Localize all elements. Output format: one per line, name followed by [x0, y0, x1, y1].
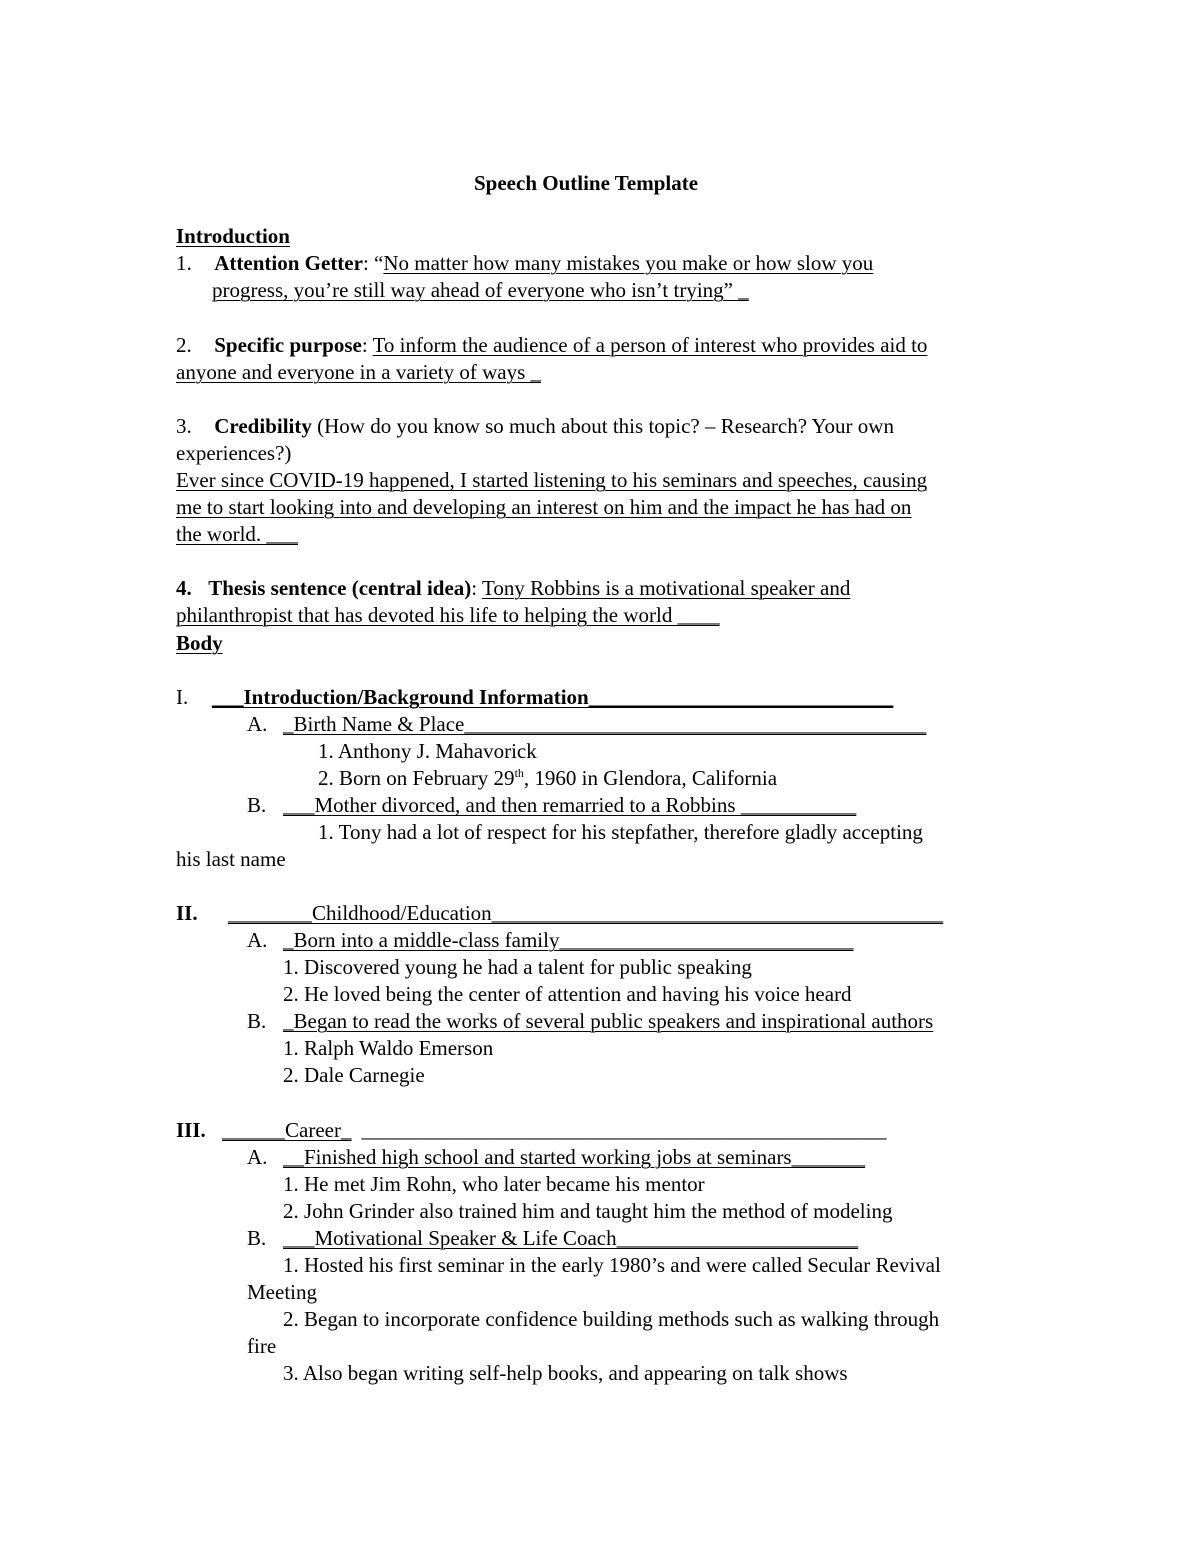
attention-label: Attention Getter: [214, 251, 363, 275]
point-letter: B.: [247, 1009, 267, 1033]
sub-point-continued: fire: [247, 1334, 277, 1358]
thesis-separator: :: [471, 576, 483, 600]
sub-point: 1. Ralph Waldo Emerson: [283, 1036, 494, 1060]
sub-point-text: 2. Born on February 29: [318, 766, 515, 790]
point-text: ___Motivational Speaker & Life Coach_______________________: [283, 1226, 859, 1250]
sub-point-text: , 1960 in Glendora, California: [523, 766, 778, 790]
point-text: _Birth Name & Place____________________________________________: [283, 712, 927, 736]
point-text: _Began to read the works of several public speakers and inspirational authors: [283, 1009, 934, 1033]
section-numeral: II.: [176, 901, 198, 925]
sub-point: 1. Discovered young he had a talent for public speaking: [283, 955, 752, 979]
credibility-prompt-2: experiences?): [176, 441, 292, 465]
sub-point-superscript: th: [514, 766, 524, 780]
sub-point-continued: his last name: [176, 847, 286, 871]
sub-point: 1. Anthony J. Mahavorick: [318, 739, 537, 763]
introduction-heading: Introduction: [176, 224, 290, 248]
body-heading: Body: [176, 631, 223, 655]
section-title-blank: __________________________________________________: [361, 1118, 887, 1142]
thesis-text-1: Tony Robbins is a motivational speaker and: [482, 576, 851, 600]
credibility-text-2: me to start looking into and developing an interest on him and the impact he has had on: [176, 495, 912, 519]
sub-point: 3. Also began writing self-help books, and appearing on talk shows: [283, 1361, 848, 1385]
section-title: ______Career_: [222, 1118, 352, 1142]
credibility-text-3: the world. ___: [176, 522, 298, 546]
purpose-number: 2.: [176, 333, 192, 357]
sub-point: 1. He met Jim Rohn, who later became his mentor: [283, 1172, 705, 1196]
credibility-label: Credibility: [214, 414, 312, 438]
sub-point: 2. Dale Carnegie: [283, 1063, 425, 1087]
point-text: ___Mother divorced, and then remarried to a Robbins ___________: [283, 793, 857, 817]
page-title: Speech Outline Template: [474, 171, 699, 195]
sub-point: 2. He loved being the center of attention and having his voice heard: [283, 982, 852, 1006]
attention-quote-2: progress, you’re still way ahead of everyone who isn’t trying” _: [212, 278, 749, 302]
sub-point-continued: Meeting: [247, 1280, 317, 1304]
point-letter: B.: [247, 1226, 267, 1250]
sub-point: 1. Tony had a lot of respect for his stepfather, therefore gladly accepting: [318, 820, 923, 844]
thesis-line-1: [176, 575, 850, 602]
credibility-text-1: Ever since COVID-19 happened, I started listening to his seminars and speeches, causing: [176, 468, 928, 492]
point-text: __Finished high school and started working jobs at seminars_______: [283, 1145, 866, 1169]
thesis-number: 4.: [176, 576, 192, 600]
point-letter: A.: [247, 1145, 268, 1169]
credibility-prompt-1: (How do you know so much about this topic? – Research? Your own: [311, 414, 894, 438]
purpose-text-2: anyone and everyone in a variety of ways _: [176, 360, 542, 384]
point-letter: A.: [247, 712, 268, 736]
point-text: _Born into a middle-class family____________________________: [283, 928, 854, 952]
section-title: ________Childhood/Education___________________________________________: [228, 901, 944, 925]
attention-quote-1: No matter how many mistakes you make or how slow you: [383, 251, 874, 275]
section-title: ___Introduction/Background Information_____________________________: [212, 685, 894, 709]
point-letter: A.: [247, 928, 268, 952]
sub-point: 1. Hosted his first seminar in the early 1980’s and were called Secular Revival: [283, 1253, 941, 1277]
point-letter: B.: [247, 793, 267, 817]
specific-purpose-line-1: [176, 332, 927, 359]
section-numeral: I.: [176, 685, 189, 709]
attention-number: 1.: [176, 251, 192, 275]
thesis-text-2: philanthropist that has devoted his life to helping the world ____: [176, 603, 720, 627]
credibility-line-1: [176, 413, 894, 440]
purpose-text-1: To inform the audience of a person of interest who provides aid to: [372, 333, 928, 357]
attention-separator: : “: [362, 251, 384, 275]
section-title-row: [222, 1117, 886, 1144]
sub-point: [318, 765, 777, 792]
sub-point: 2. Began to incorporate confidence building methods such as walking through: [283, 1307, 940, 1331]
purpose-label: Specific purpose: [214, 333, 362, 357]
attention-getter-line-1: [176, 250, 873, 277]
sub-point: 2. John Grinder also trained him and taught him the method of modeling: [283, 1199, 893, 1223]
thesis-label: Thesis sentence (central idea): [208, 576, 472, 600]
credibility-number: 3.: [176, 414, 192, 438]
section-numeral: III.: [176, 1118, 206, 1142]
purpose-separator: :: [361, 333, 373, 357]
